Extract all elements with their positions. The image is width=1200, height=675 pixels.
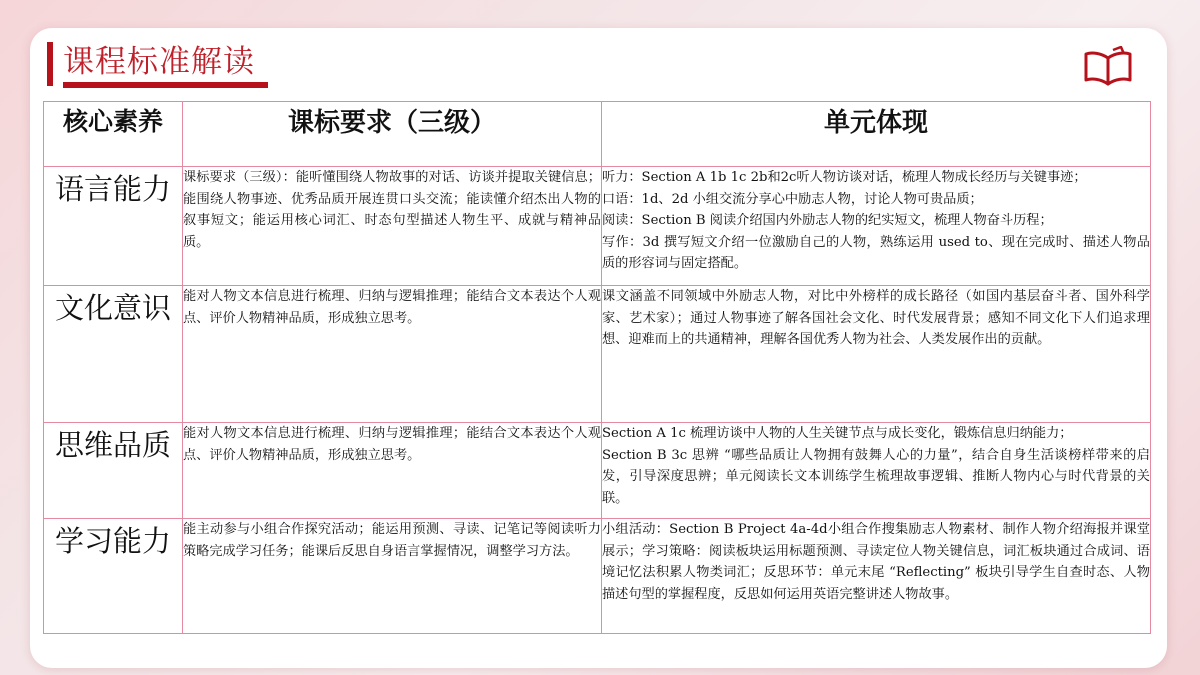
unit-line: Section A 1c 梳理访谈中人物的人生关键节点与成长变化，锻炼信息归纳能力； [602, 426, 1073, 441]
unit-line: Section B 3c 思辨 “哪些品质让人物拥有鼓舞人心的力量”，结合自身生活谈榜样带来的启发，引导深度思辨；单元阅读长文本训练学生梳理故事逻辑、推断人物内心与时代背景的关联。 [602, 447, 1150, 506]
unit-cell [602, 519, 1151, 634]
table-row [44, 167, 1151, 286]
requirement-cell: 课标要求（三级）：能听懂围绕人物故事的对话、访谈并提取关键信息；能围绕人物事迹、优秀品质开展连贯口头交流；能读懂介绍杰出人物的叙事短文；能运用核心词汇、时态句型描述人物生平、成就与精神品质。 [183, 167, 602, 286]
page-title: 课程标准解读 [63, 44, 255, 80]
column-header-unit: 单元体现 [602, 102, 1151, 167]
unit-cell [602, 286, 1151, 423]
unit-line: 小组活动：Section B Project 4a-4d小组合作搜集励志人物素材、制作人物介绍海报并课堂展示；学习策略：阅读板块运用标题预测、寻读定位人物关键信息，词汇板块通过合成词、语境记忆法积累人物类词汇；反思环节：单元末尾 “Reflecting” 板块引导学生自查时态、人物描述句型的掌握程度，反思如何运用英语完整讲述人物故事。 [602, 522, 1150, 602]
requirement-cell: 能对人物文本信息进行梳理、归纳与逻辑推理；能结合文本表达个人观点、评价人物精神品质，形成独立思考。 [183, 286, 602, 423]
competency-cell: 思维品质 [44, 423, 183, 519]
open-book-icon [1083, 46, 1133, 88]
title-underline [63, 82, 268, 88]
unit-line: 听力：Section A 1b 1c 2b和2c听人物访谈对话，梳理人物成长经历与关键事迹； [602, 170, 1087, 185]
table-header-row [44, 102, 1151, 167]
column-header-requirement: 课标要求（三级） [183, 102, 602, 167]
title-accent-bar [47, 42, 53, 86]
table-row [44, 286, 1151, 423]
competency-cell: 文化意识 [44, 286, 183, 423]
unit-cell [602, 167, 1151, 286]
table-row [44, 519, 1151, 634]
requirement-cell: 能主动参与小组合作探究活动；能运用预测、寻读、记笔记等阅读听力策略完成学习任务；能课后反思自身语言掌握情况，调整学习方法。 [183, 519, 602, 634]
competency-cell: 语言能力 [44, 167, 183, 286]
unit-line: 阅读：Section B 阅读介绍国内外励志人物的纪实短文，梳理人物奋斗历程； [602, 213, 1053, 228]
table-row [44, 423, 1151, 519]
unit-cell [602, 423, 1151, 519]
unit-line: 口语：1d、2d 小组交流分享心中励志人物，讨论人物可贵品质； [602, 191, 983, 207]
unit-line: 写作：3d 撰写短文介绍一位激励自己的人物，熟练运用 used to、现在完成时、描述人物品质的形容词与固定搭配。 [602, 234, 1150, 271]
column-header-competency: 核心素养 [44, 102, 183, 167]
unit-line: 课文涵盖不同领域中外励志人物，对比中外榜样的成长路径（如国内基层奋斗者、国外科学家、艺术家）；通过人物事迹了解各国社会文化、时代发展背景；感知不同文化下人们追求理想、迎难而上的共通精神，理解各国优秀人物为社会、人类发展作出的贡献。 [602, 289, 1150, 347]
competency-cell: 学习能力 [44, 519, 183, 634]
curriculum-table [43, 101, 1151, 634]
requirement-cell: 能对人物文本信息进行梳理、归纳与逻辑推理；能结合文本表达个人观点、评价人物精神品质，形成独立思考。 [183, 423, 602, 519]
